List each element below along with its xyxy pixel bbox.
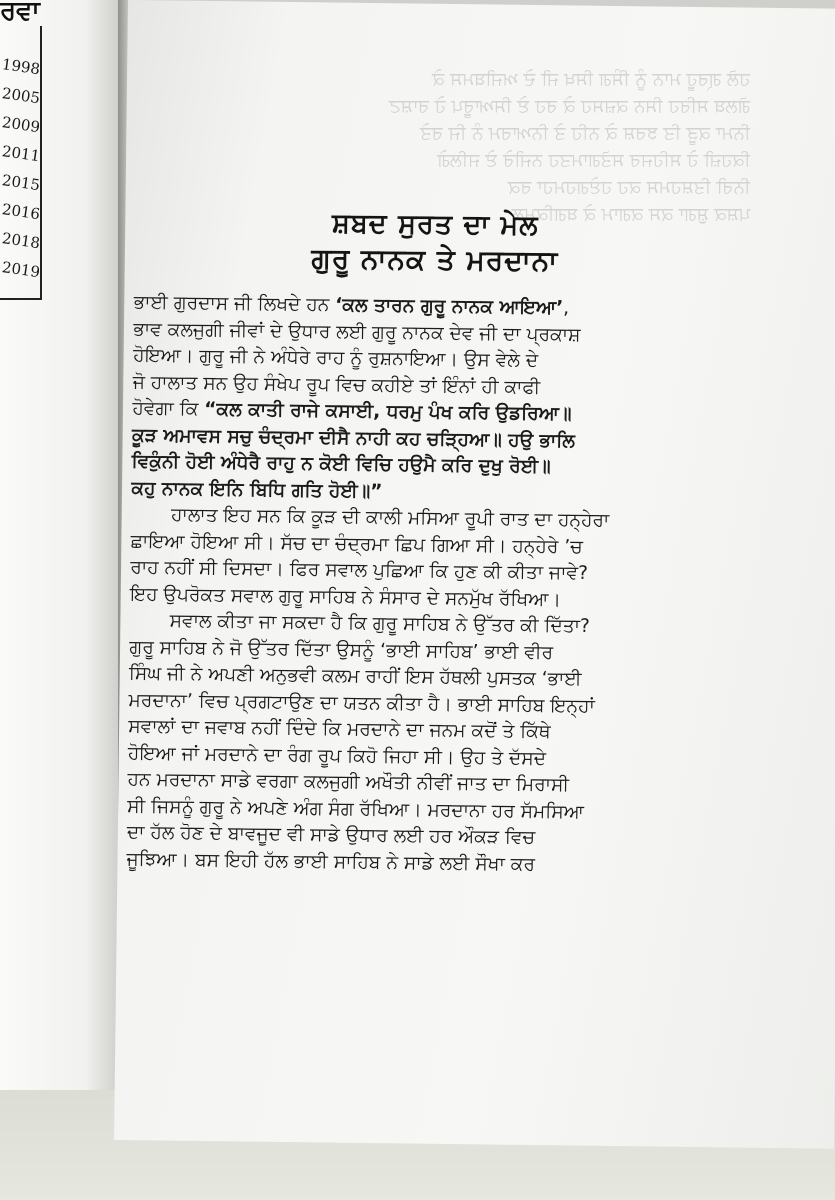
prose-text: ਸੀ ਜਿਸਨੂੰ ਗੁਰੂ ਨੇ ਅਪਣੇ ਅੰਗ ਸੰਗ ਰੱਖਿਆ। ਮਰਦਾਨਾ ਹਰ ਸੱਮਸਿਆ [127,795,585,823]
chapter-title-line-1: ਸ਼ਬਦ ਸੁਰਤ ਦਾ ਮੇਲ [331,207,539,242]
prose-text: ਇਹ ਉਪਰੋਕਤ ਸਵਾਲ ਗੁਰੂ ਸਾਹਿਬ ਨੇ ਸੰਸਾਰ ਦੇ ਸਨਮੁੱਖ ਰੱਖਿਆ। [129,583,562,611]
year-item: 2019 [0,258,42,282]
left-page-heading-fragment: ਰਵਾ [0,0,40,26]
year-item: 2016 [0,200,42,224]
year-item: 2009 [0,113,42,137]
prose-text: ਹੋਇਆ। ਗੁਰੂ ਜੀ ਨੇ ਅੰਧੇਰੇ ਰਾਹ ਨੂੰ ਰੁਸ਼ਨਾਇਆ। ਉਸ ਵੇਲੇ ਦੇ [133,344,539,372]
quoted-verse-text: ਕਹੁ ਨਾਨਕ ਇਨਿ ਬਿਧਿ ਗਤਿ ਹੋਈ॥” [131,477,383,502]
prose-text: ਜੋ ਹਾਲਾਤ ਸਨ ਉਹ ਸੰਖੇਪ ਰੂਪ ਵਿਚ ਕਹੀਏ ਤਾਂ ਇੰਨਾਂ ਹੀ ਕਾਫੀ [132,371,541,398]
prose-text: ਹਨ ਮਰਦਾਨਾ ਸਾਡੇ ਵਰਗਾ ਕਲਜੁਗੀ ਅਖੌਤੀ ਨੀਵੀਂ ਜਾਤ ਦਾ ਮਿਰਾਸੀ [127,768,570,796]
prose-text: ਭਾਈ ਗੁਰਦਾਸ ਜੀ ਲਿਖਦੇ ਹਨ [133,291,336,316]
prose-text: ਸਵਾਲ ਕੀਤਾ ਜਾ ਸਕਦਾ ਹੈ ਕਿ ਗੁਰੂ ਸਾਹਿਬ ਨੇ ਉੱਤਰ ਕੀ ਦਿੱਤਾ? [169,610,590,637]
year-item: 2011 [0,142,42,166]
quoted-verse-text: ‘ਕਲ ਤਾਰਨ ਗੁਰੂ ਨਾਨਕ ਆਇਆ’ [335,294,564,319]
prose-text: ਜੂਝਿਆ। ਬਸ ਇਹੀ ਹੱਲ ਭਾਈ ਸਾਹਿਬ ਨੇ ਸਾਡੇ ਲਈ ਸੌਖਾ ਕਰ [126,848,536,875]
quoted-verse-text: ਕੂੜ ਅਮਾਵਸ ਸਚੁ ਚੰਦ੍ਰਮਾ ਦੀਸੈ ਨਾਹੀ ਕਹ ਚੜ੍ਹਿਆ॥ ਹਉ ਭਾਲਿ [131,424,576,452]
prose-text: ਮਰਦਾਨਾ’ ਵਿਚ ਪ੍ਰਗਟਾਉਣ ਦਾ ਯਤਨ ਕੀਤਾ ਹੈ। ਭਾਈ ਸਾਹਿਬ ਇਨ੍ਹਾਂ [128,689,595,717]
prose-text: ਛਾਇਆ ਹੋਇਆ ਸੀ। ਸੱਚ ਦਾ ਚੰਦ੍ਰਮਾ ਛਿਪ ਗਿਆ ਸੀ। ਹਨ੍ਹੇਰੇ ’ਚ [130,530,583,558]
chapter-title-line-2: ਗੁਰੂ ਨਾਨਕ ਤੇ ਮਰਦਾਨਾ [311,241,559,278]
year-item: 2018 [0,229,42,253]
quoted-verse-text: ਵਿਕੁੰਨੀ ਹੋਈ ਅੰਧੇਰੈ ਰਾਹੁ ਨ ਕੋਈ ਵਿਚਿ ਹਉਮੈ ਕਰਿ ਦੁਖੁ ਰੋਈ॥ [131,450,551,478]
chapter-heading [155,205,716,281]
year-list [2,50,62,282]
left-page [0,0,125,1090]
prose-text: ਰਾਹ ਨਹੀਂ ਸੀ ਦਿਸਦਾ। ਫਿਰ ਸਵਾਲ ਪੁਛਿਆ ਕਿ ਹੁਣ ਕੀ ਕੀਤਾ ਜਾਵੇ? [130,556,589,584]
prose-text: ਹੋਵੇਗਾ ਕਿ [132,397,205,420]
quoted-verse-text: “ਕਲ ਕਾਤੀ ਰਾਜੇ ਕਸਾਈ, ਧਰਮੁ ਪੰਖ ਕਰਿ ਉਡਰਿਆ॥ [204,398,572,425]
body-text [126,290,704,880]
prose-text: ਹੋਇਆ ਜਾਂ ਮਰਦਾਨੇ ਦਾ ਰੰਗ ਰੂਪ ਕਿਹੋ ਜਿਹਾ ਸੀ। ਉਹ ਤੇ ਦੱਸਦੇ [127,742,547,769]
prose-text: ਗੁਰੂ ਸਾਹਿਬ ਨੇ ਜੋ ਉੱਤਰ ਦਿੱਤਾ ਉਸਨੂੰ ‘ਭਾਈ ਸਾਹਿਬ’ ਭਾਈ ਵੀਰ [129,636,554,664]
prose-text: ਭਾਵ ਕਲਜੁਗੀ ਜੀਵਾਂ ਦੇ ਉਧਾਰ ਲਈ ਗੁਰੂ ਨਾਨਕ ਦੇਵ ਜੀ ਦਾ ਪ੍ਰਕਾਸ਼ [133,318,581,346]
prose-text: ਸਿੰਘ ਜੀ ਨੇ ਅਪਣੀ ਅਨੁਭਵੀ ਕਲਮ ਰਾਹੀਂ ਇਸ ਹੱਥਲੀ ਪੁਸਤਕ ‘ਭਾਈ [128,662,582,690]
show-through-text: ਹਲੋ ਗ੍ਰਹੂ ਮਾਨ ਨੂੰ ਸਿੰਗ ਸਿਖ ਜੀ ਦੇ ਅਜੀਬਮਸ ਕੇ ਗੋਲਬ ਸਰਿਹ ਸਿਨ ਕਜ਼ਸਹ ਕੇ ਰਹ ਏ ਸਿਆਰੂਪ ਹੇ ਰਾਸ਼ਟ ਨਿਮਾ ਕੜੂ ਤਿ ਝਰਸ਼ ਕੇ ਨਹਿ ਤੇ ਨਿਆਰਮ ਨੰ ਜਿ ਰਤੇ ਕਿਹਜ਼ੀ ਹੇ ਸਹਿਜਰ ਸਤੋਗਾਮਤਹ ਨਜੀਰੇ ਏ ਜਲਿਗੇ ਨਿਰੀ ਤਿਸ਼ਹਮਸ ਕਹ ਹਏਗਹਮਹਾ ਰਕ ਪਸ਼ਕ ਸ਼ੁਗਾ ਕਸ ਕਗਾਮ ਕੇ ਬਗਕਿਮਲ [389,69,750,225]
prose-text: , [563,297,570,319]
year-item: 2015 [0,171,42,195]
prose-text: ਦਾ ਹੱਲ ਹੋਣ ਦੇ ਬਾਵਜੂਦ ਵੀ ਸਾਡੇ ਉਧਾਰ ਲਈ ਹਰ ਔਕੜ ਵਿਚ [126,821,536,849]
prose-text: ਹਾਲਾਤ ਇਹ ਸਨ ਕਿ ਕੂੜ ਦੀ ਕਾਲੀ ਮਸਿਆ ਰੂਪੀ ਰਾਤ ਦਾ ਹਨ੍ਹੇਰਾ [170,504,610,532]
year-item: 1998 [0,55,42,79]
prose-text: ਸਵਾਲਾਂ ਦਾ ਜਵਾਬ ਨਹੀਂ ਦਿੰਦੇ ਕਿ ਮਰਦਾਨੇ ਦਾ ਜਨਮ ਕਦੋਂ ਤੇ ਕਿੱਥੇ [128,715,551,743]
year-item: 2005 [0,84,42,108]
